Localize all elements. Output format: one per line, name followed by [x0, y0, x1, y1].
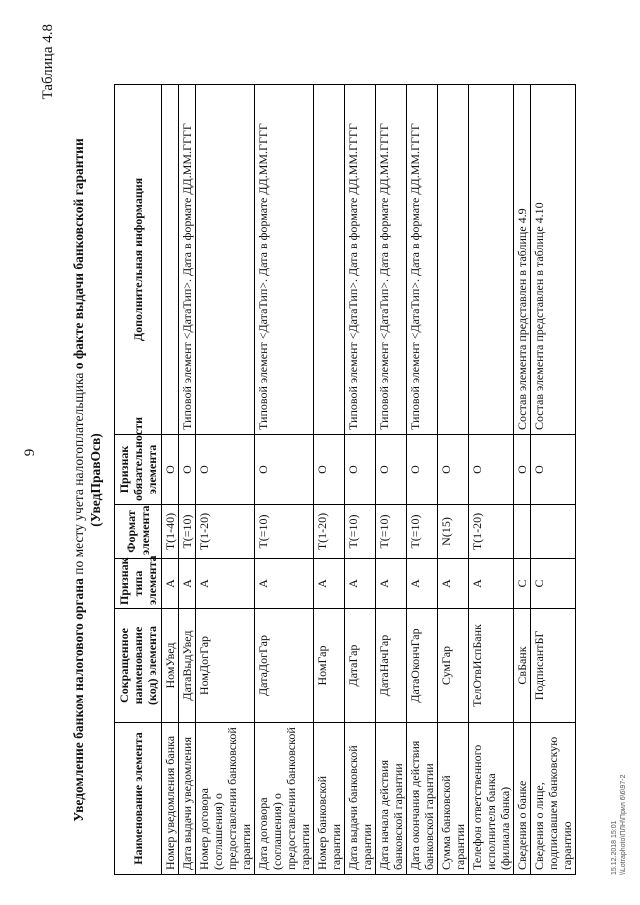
cell-name: Сумма банковской гарантии: [438, 723, 469, 875]
table-row: [196, 85, 255, 875]
cell-info: Типовой элемент <ДатаТип>. Дата в формате ДД.ММ.ГГГГ: [179, 85, 196, 435]
cell-code: ТелОтвИспБанк: [469, 609, 514, 723]
cell-code: ДатаГар: [345, 609, 376, 723]
cell-required: О: [345, 435, 376, 505]
caption-line-2: (УведПравОсв): [88, 433, 103, 527]
table-header-row: [115, 85, 162, 875]
cell-code: НомУвед: [162, 609, 179, 723]
caption-bold-1: Уведомление банком налогового органа: [71, 578, 86, 822]
cell-name: Дата начала действия банковской гарантии: [376, 723, 407, 875]
cell-type: А: [314, 559, 345, 609]
table-row: [469, 85, 514, 875]
cell-info: Состав элемента представлен в таблице 4.9: [514, 85, 531, 435]
cell-required: О: [179, 435, 196, 505]
cell-format: T(=10): [255, 505, 314, 559]
table-row: [179, 85, 196, 875]
cell-required: О: [407, 435, 438, 505]
cell-info: Типовой элемент <ДатаТип>. Дата в формате ДД.ММ.ГГГГ: [345, 85, 376, 435]
cell-info: Типовой элемент <ДатаТип>. Дата в формате ДД.ММ.ГГГГ: [255, 85, 314, 435]
cell-info: Типовой элемент <ДатаТип>. Дата в формате ДД.ММ.ГГГГ: [407, 85, 438, 435]
cell-type: А: [469, 559, 514, 609]
cell-code: ДатаДогГар: [255, 609, 314, 723]
cell-format: T(1-20): [314, 505, 345, 559]
header-info: Дополнительная информация: [115, 85, 162, 435]
cell-format: T(=10): [179, 505, 196, 559]
footer-path: \\Lotraphoto\ПЛН\Прил 6\6\97-2: [620, 774, 627, 875]
caption-bold-2: о факте выдачи банковской гарантии: [71, 138, 86, 370]
cell-code: СумГар: [438, 609, 469, 723]
cell-type: С: [531, 559, 576, 609]
cell-type: А: [196, 559, 255, 609]
cell-code: НомГар: [314, 609, 345, 723]
cell-format: [531, 505, 576, 559]
caption-normal: по месту учета налогоплательщика: [71, 369, 86, 579]
cell-required: О: [469, 435, 514, 505]
cell-format: T(=10): [376, 505, 407, 559]
caption-line-1: [70, 85, 87, 875]
cell-type: С: [514, 559, 531, 609]
cell-format: T(1-20): [469, 505, 514, 559]
table-body: [162, 85, 576, 875]
cell-type: А: [162, 559, 179, 609]
print-footer: [610, 775, 628, 875]
cell-code: ДатаВыдУвед: [179, 609, 196, 723]
cell-type: А: [255, 559, 314, 609]
cell-required: О: [162, 435, 179, 505]
cell-code: ДатаОкончГар: [407, 609, 438, 723]
cell-info: [196, 85, 255, 435]
cell-name: Дата выдачи банковской гарантии: [345, 723, 376, 875]
cell-code: ДатаНачГар: [376, 609, 407, 723]
table-row: [376, 85, 407, 875]
cell-format: [514, 505, 531, 559]
header-format: Формат элемента: [115, 505, 162, 559]
cell-required: О: [196, 435, 255, 505]
cell-name: Сведения о лице, подписавшем банковскую гарантию: [531, 723, 576, 875]
cell-type: А: [345, 559, 376, 609]
cell-required: О: [376, 435, 407, 505]
table-caption: [70, 85, 104, 875]
cell-code: НомДогГар: [196, 609, 255, 723]
table-row: [531, 85, 576, 875]
cell-info: [314, 85, 345, 435]
cell-required: О: [255, 435, 314, 505]
cell-info: [162, 85, 179, 435]
cell-name: Телефон ответственного исполнителя банка (филиала банка): [469, 723, 514, 875]
table-number: Таблица 4.8: [40, 24, 56, 100]
cell-info: [438, 85, 469, 435]
cell-name: Номер банковской гарантии: [314, 723, 345, 875]
cell-format: T(=10): [345, 505, 376, 559]
header-code: Сокращенное наименование (код) элемента: [115, 609, 162, 723]
table-row: [162, 85, 179, 875]
cell-type: А: [179, 559, 196, 609]
cell-required: О: [514, 435, 531, 505]
cell-info: [469, 85, 514, 435]
cell-format: T(=10): [407, 505, 438, 559]
header-name: Наименование элемента: [115, 723, 162, 875]
page-number: 9: [22, 448, 38, 457]
cell-format: T(1-20): [196, 505, 255, 559]
cell-code: ПодписантБГ: [531, 609, 576, 723]
table-row: [345, 85, 376, 875]
cell-format: N(15): [438, 505, 469, 559]
table-row: [255, 85, 314, 875]
cell-code: СвБанк: [514, 609, 531, 723]
elements-table: [114, 84, 576, 875]
header-required: Признак обязательности элемента: [115, 435, 162, 505]
footer-timestamp: 15.12.2018 15:01: [611, 820, 618, 875]
cell-type: А: [438, 559, 469, 609]
header-type: Признак типа элемента: [115, 559, 162, 609]
table-row: [438, 85, 469, 875]
table-row: [407, 85, 438, 875]
cell-name: Номер договора (соглашения) о предоставлении банковской гарантии: [196, 723, 255, 875]
cell-name: Номер уведомления банка: [162, 723, 179, 875]
table-row: [514, 85, 531, 875]
cell-required: О: [531, 435, 576, 505]
cell-type: А: [407, 559, 438, 609]
cell-info: Типовой элемент <ДатаТип>. Дата в формате ДД.ММ.ГГГГ: [376, 85, 407, 435]
cell-name: Дата договора (соглашения) о предоставлении банковской гарантии: [255, 723, 314, 875]
cell-required: О: [314, 435, 345, 505]
cell-required: О: [438, 435, 469, 505]
cell-format: T(1-40): [162, 505, 179, 559]
cell-info: Состав элемента представлен в таблице 4.10: [531, 85, 576, 435]
cell-name: Дата окончания действия банковской гарантии: [407, 723, 438, 875]
table-row: [314, 85, 345, 875]
cell-name: Сведения о банке: [514, 723, 531, 875]
cell-type: А: [376, 559, 407, 609]
cell-name: Дата выдачи уведомления: [179, 723, 196, 875]
